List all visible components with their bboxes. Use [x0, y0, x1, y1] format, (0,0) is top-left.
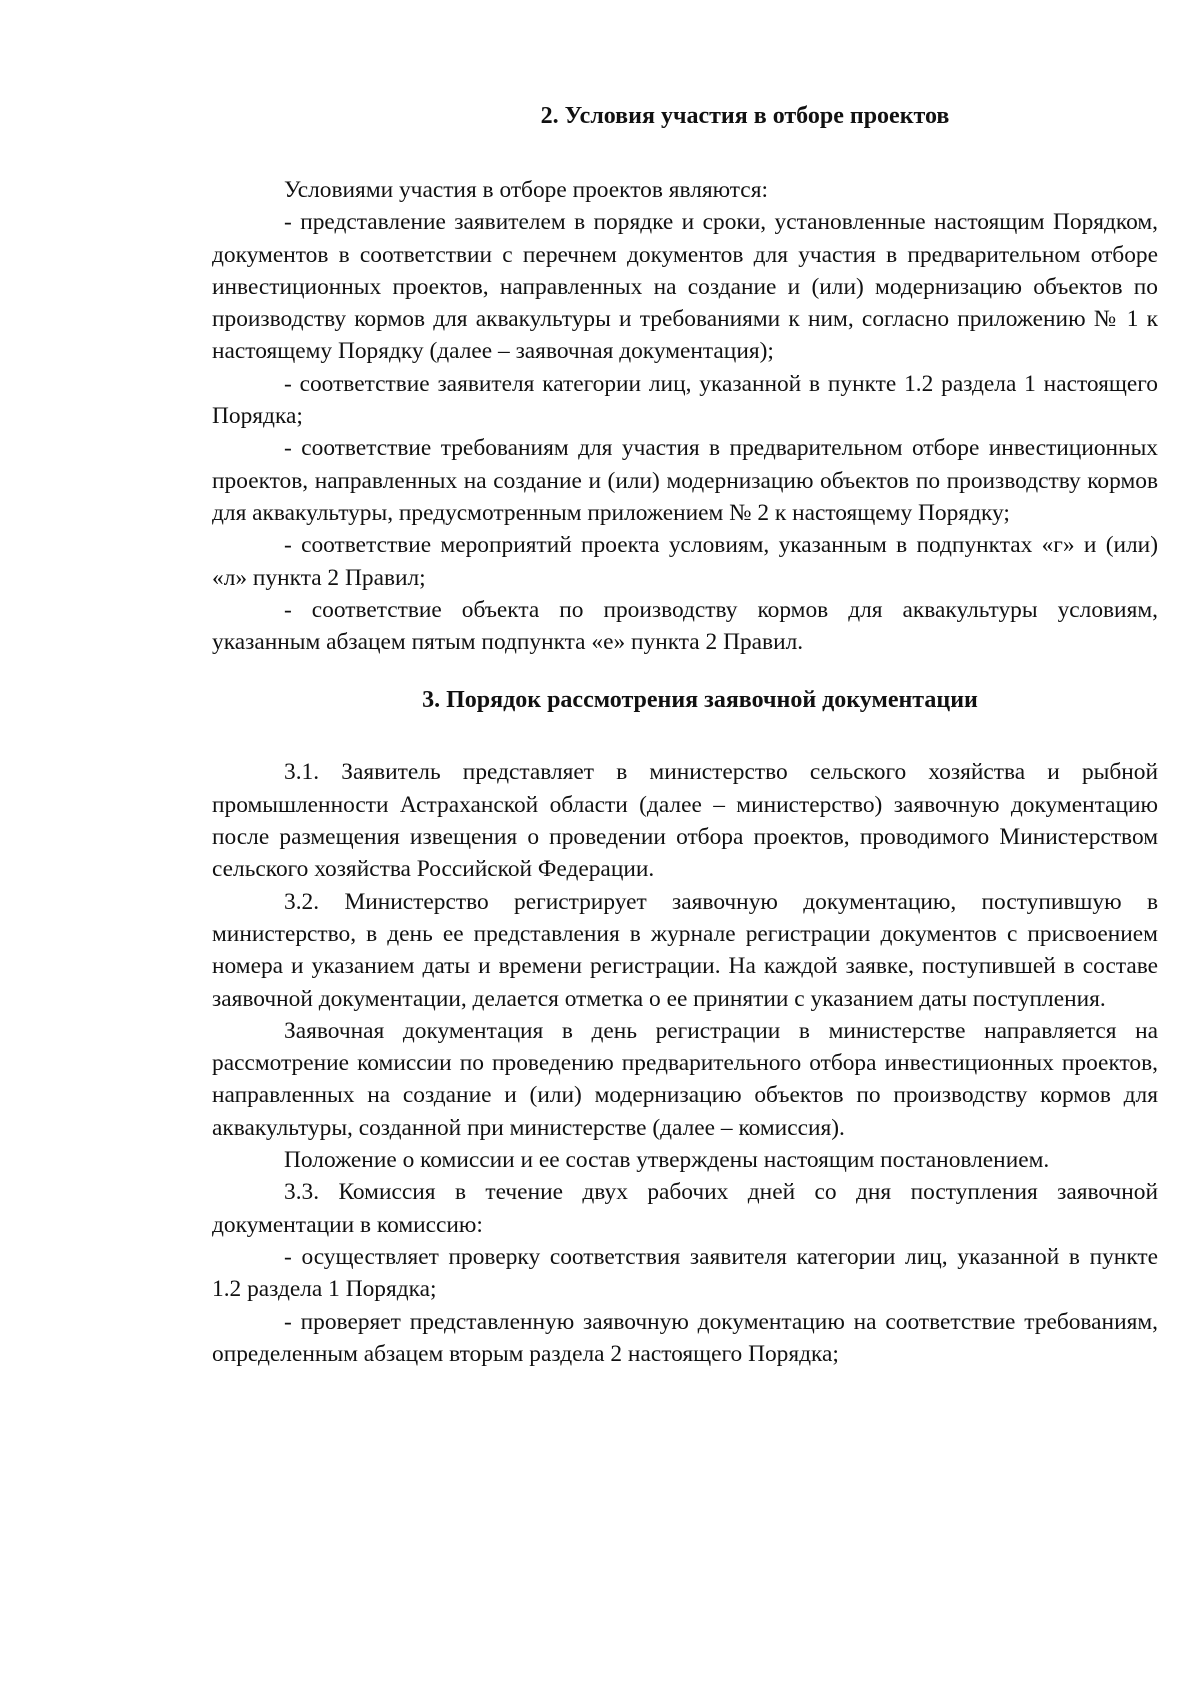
document-page — [212, 100, 1158, 1370]
section-3-paragraph: 3.1. Заявитель представляет в министерство сельского хозяйства и рыбной промышленности Астраханской области (далее – министерство) заявочную документацию после размещения извещения о проведении отбора проектов, проводимого Министерством сельского хозяйства Российской Федерации. — [212, 759, 1158, 883]
section-2-paragraph: Условиями участия в отборе проектов являются: — [284, 177, 768, 203]
section-2-heading: 2. Условия участия в отборе проектов — [540, 103, 950, 129]
section-2-paragraph: - соответствие требованиям для участия в предварительном отборе инвестиционных проектов, направленных на создание и (или) модернизацию объектов по производству кормов для аквакультуры, предусмотренным приложением № 2 к настоящему Порядку; — [212, 435, 1158, 526]
section-3-paragraph: 3.2. Министерство регистрирует заявочную документацию, поступившую в министерство, в день ее представления в журнале регистрации документов с присвоением номера и указанием даты и времени регистрации. На каждой заявке, поступившей в составе заявочной документации, делается отметка о ее принятии с указанием даты поступления. — [212, 888, 1158, 1012]
section-2-paragraph: - соответствие мероприятий проекта условиям, указанным в подпунктах «г» и (или) «л» пункта 2 Правил; — [212, 532, 1158, 591]
section-3-paragraph: - проверяет представленную заявочную документацию на соответствие требованиям, определенным абзацем вторым раздела 2 настоящего Порядка; — [212, 1308, 1158, 1367]
section-3-paragraph: Положение о комиссии и ее состав утверждены настоящим постановлением. — [284, 1147, 1050, 1174]
section-3-paragraph: Заявочная документация в день регистрации в министерстве направляется на рассмотрение комиссии по проведению предварительного отбора инвестиционных проектов, направленных на создание и (или) модернизацию объектов по производству кормов для аквакультуры, созданной при министерстве (далее – комиссия). — [212, 1017, 1158, 1141]
section-2-paragraph: - соответствие заявителя категории лиц, указанной в пункте 1.2 раздела 1 настоящего Порядка; — [212, 370, 1158, 430]
section-3-paragraph: - осуществляет проверку соответствия заявителя категории лиц, указанной в пункте 1.2 раздела 1 Порядка; — [212, 1243, 1158, 1303]
section-2-paragraph: - соответствие объекта по производству кормов для аквакультуры условиям, указанным абзацем пятым подпункта «е» пункта 2 Правил. — [212, 596, 1158, 656]
section-3-paragraph: 3.3. Комиссия в течение двух рабочих дней со дня поступления заявочной документации в комиссию: — [212, 1179, 1158, 1238]
section-2-paragraph: - представление заявителем в порядке и сроки, установленные настоящим Порядком, документов в соответствии с перечнем документов для участия в предварительном отборе инвестиционных проектов, направленных на создание и (или) модернизацию объектов по производству кормов для аквакультуры и требованиями к ним, согласно приложению № 1 к настоящему Порядку (далее – заявочная документация); — [212, 209, 1158, 365]
section-3-heading: 3. Порядок рассмотрения заявочной документации — [422, 687, 978, 714]
